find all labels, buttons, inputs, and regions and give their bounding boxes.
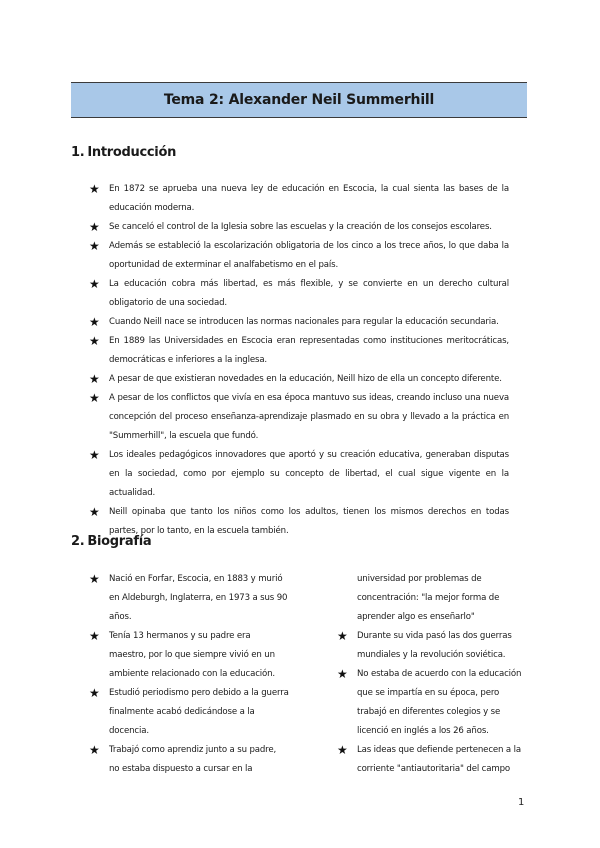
page-title-banner — [71, 82, 527, 118]
list-item: ★ Durante su vida pasó las dos guerras mundiales y la revolución soviética. — [337, 629, 512, 660]
list-item: ★ Cuando Neill nace se introducen las normas nacionales para regular la educación secundaria. — [89, 313, 509, 332]
introduccion-list — [89, 180, 509, 541]
list-item: ★ Los ideales pedagógicos innovadores que aportó y su creación educativa, generaban disputas en la sociedad, como por ejemplo su concepto de libertad, el cual sigue vigente en la actualidad. — [89, 448, 509, 498]
star-icon: ★ — [89, 391, 100, 405]
section-number: 2. — [71, 534, 85, 549]
star-icon: ★ — [89, 182, 100, 196]
list-item: ★ No estaba de acuerdo con la educación que se impartía en su época, pero trabajó en diferentes colegios y se licenció en inglés a los 26 años. — [337, 667, 522, 736]
biografia-left-column — [89, 570, 289, 779]
star-icon: ★ — [89, 629, 100, 643]
section-title: Introducción — [87, 145, 177, 160]
list-item: ★ A pesar de que existieran novedades en la educación, Neill hizo de ella un concepto diferente. — [89, 370, 509, 389]
star-icon: ★ — [89, 372, 100, 386]
star-icon: ★ — [89, 315, 100, 329]
section-heading-biografia — [71, 534, 151, 549]
star-icon: ★ — [89, 334, 100, 348]
list-item: ★ Se canceló el control de la Iglesia sobre las escuelas y la creación de los consejos escolares. — [89, 218, 509, 237]
star-icon: ★ — [89, 505, 100, 519]
page-title: Tema 2: Alexander Neil Summerhill — [163, 92, 435, 108]
star-icon: ★ — [89, 572, 100, 586]
star-icon: ★ — [337, 629, 348, 643]
star-icon: ★ — [89, 743, 100, 757]
star-icon: ★ — [337, 667, 348, 681]
list-item: ★ A pesar de los conflictos que vivía en esa época mantuvo sus ideas, creando incluso una nueva concepción del proceso enseñanza-aprendizaje plasmado en su obra y llevado a la práctica en "Summerhill", la escuela que fundó. — [89, 391, 509, 441]
star-icon: ★ — [89, 686, 100, 700]
biografia-right-column — [337, 570, 527, 779]
list-item: ★ Trabajó como aprendiz junto a su padre, no estaba dispuesto a cursar en la — [89, 743, 277, 774]
list-item: ★ Neill opinaba que tanto los niños como los adultos, tienen los mismos derechos en todas partes, por lo tanto, en la escuela también. — [89, 505, 509, 536]
section-heading-introduccion — [71, 145, 176, 160]
list-item: ★ Las ideas que defiende pertenecen a la corriente "antiautoritaria" del campo — [337, 743, 521, 774]
star-icon: ★ — [89, 277, 100, 291]
star-icon: ★ — [89, 239, 100, 253]
list-item: ★ En 1889 las Universidades en Escocia eran representadas como instituciones meritocráticas, democráticas e inferiores a la inglesa. — [89, 334, 509, 365]
biografia-right-list — [337, 627, 527, 779]
list-item: ★ Estudió periodismo pero debido a la guerra finalmente acabó dedicándose a la docencia. — [89, 686, 289, 736]
section-title: Biografía — [87, 534, 152, 549]
list-item: ★ Nació en Forfar, Escocia, en 1883 y murió en Aldeburgh, Inglaterra, en 1973 a sus 90 años. — [89, 572, 288, 622]
star-icon: ★ — [337, 743, 348, 757]
list-item: ★ La educación cobra más libertad, es más flexible, y se convierte en un derecho cultural obligatorio de una sociedad. — [89, 277, 509, 308]
list-item-continuation: universidad por problemas de concentración: "la mejor forma de aprender algo es enseñarlo" — [357, 574, 500, 622]
star-icon: ★ — [89, 448, 100, 462]
list-item: ★ Además se estableció la escolarización obligatoria de los cinco a los trece años, lo que daba la oportunidad de exterminar el analfabetismo en el país. — [89, 239, 509, 270]
section-number: 1. — [71, 145, 85, 160]
star-icon: ★ — [89, 220, 100, 234]
page-number: 1 — [518, 797, 525, 808]
list-item: ★ En 1872 se aprueba una nueva ley de educación en Escocia, la cual sienta las bases de la educación moderna. — [89, 182, 509, 213]
list-item: ★ Tenía 13 hermanos y su padre era maestro, por lo que siempre vivió en un ambiente relacionado con la educación. — [89, 629, 275, 679]
